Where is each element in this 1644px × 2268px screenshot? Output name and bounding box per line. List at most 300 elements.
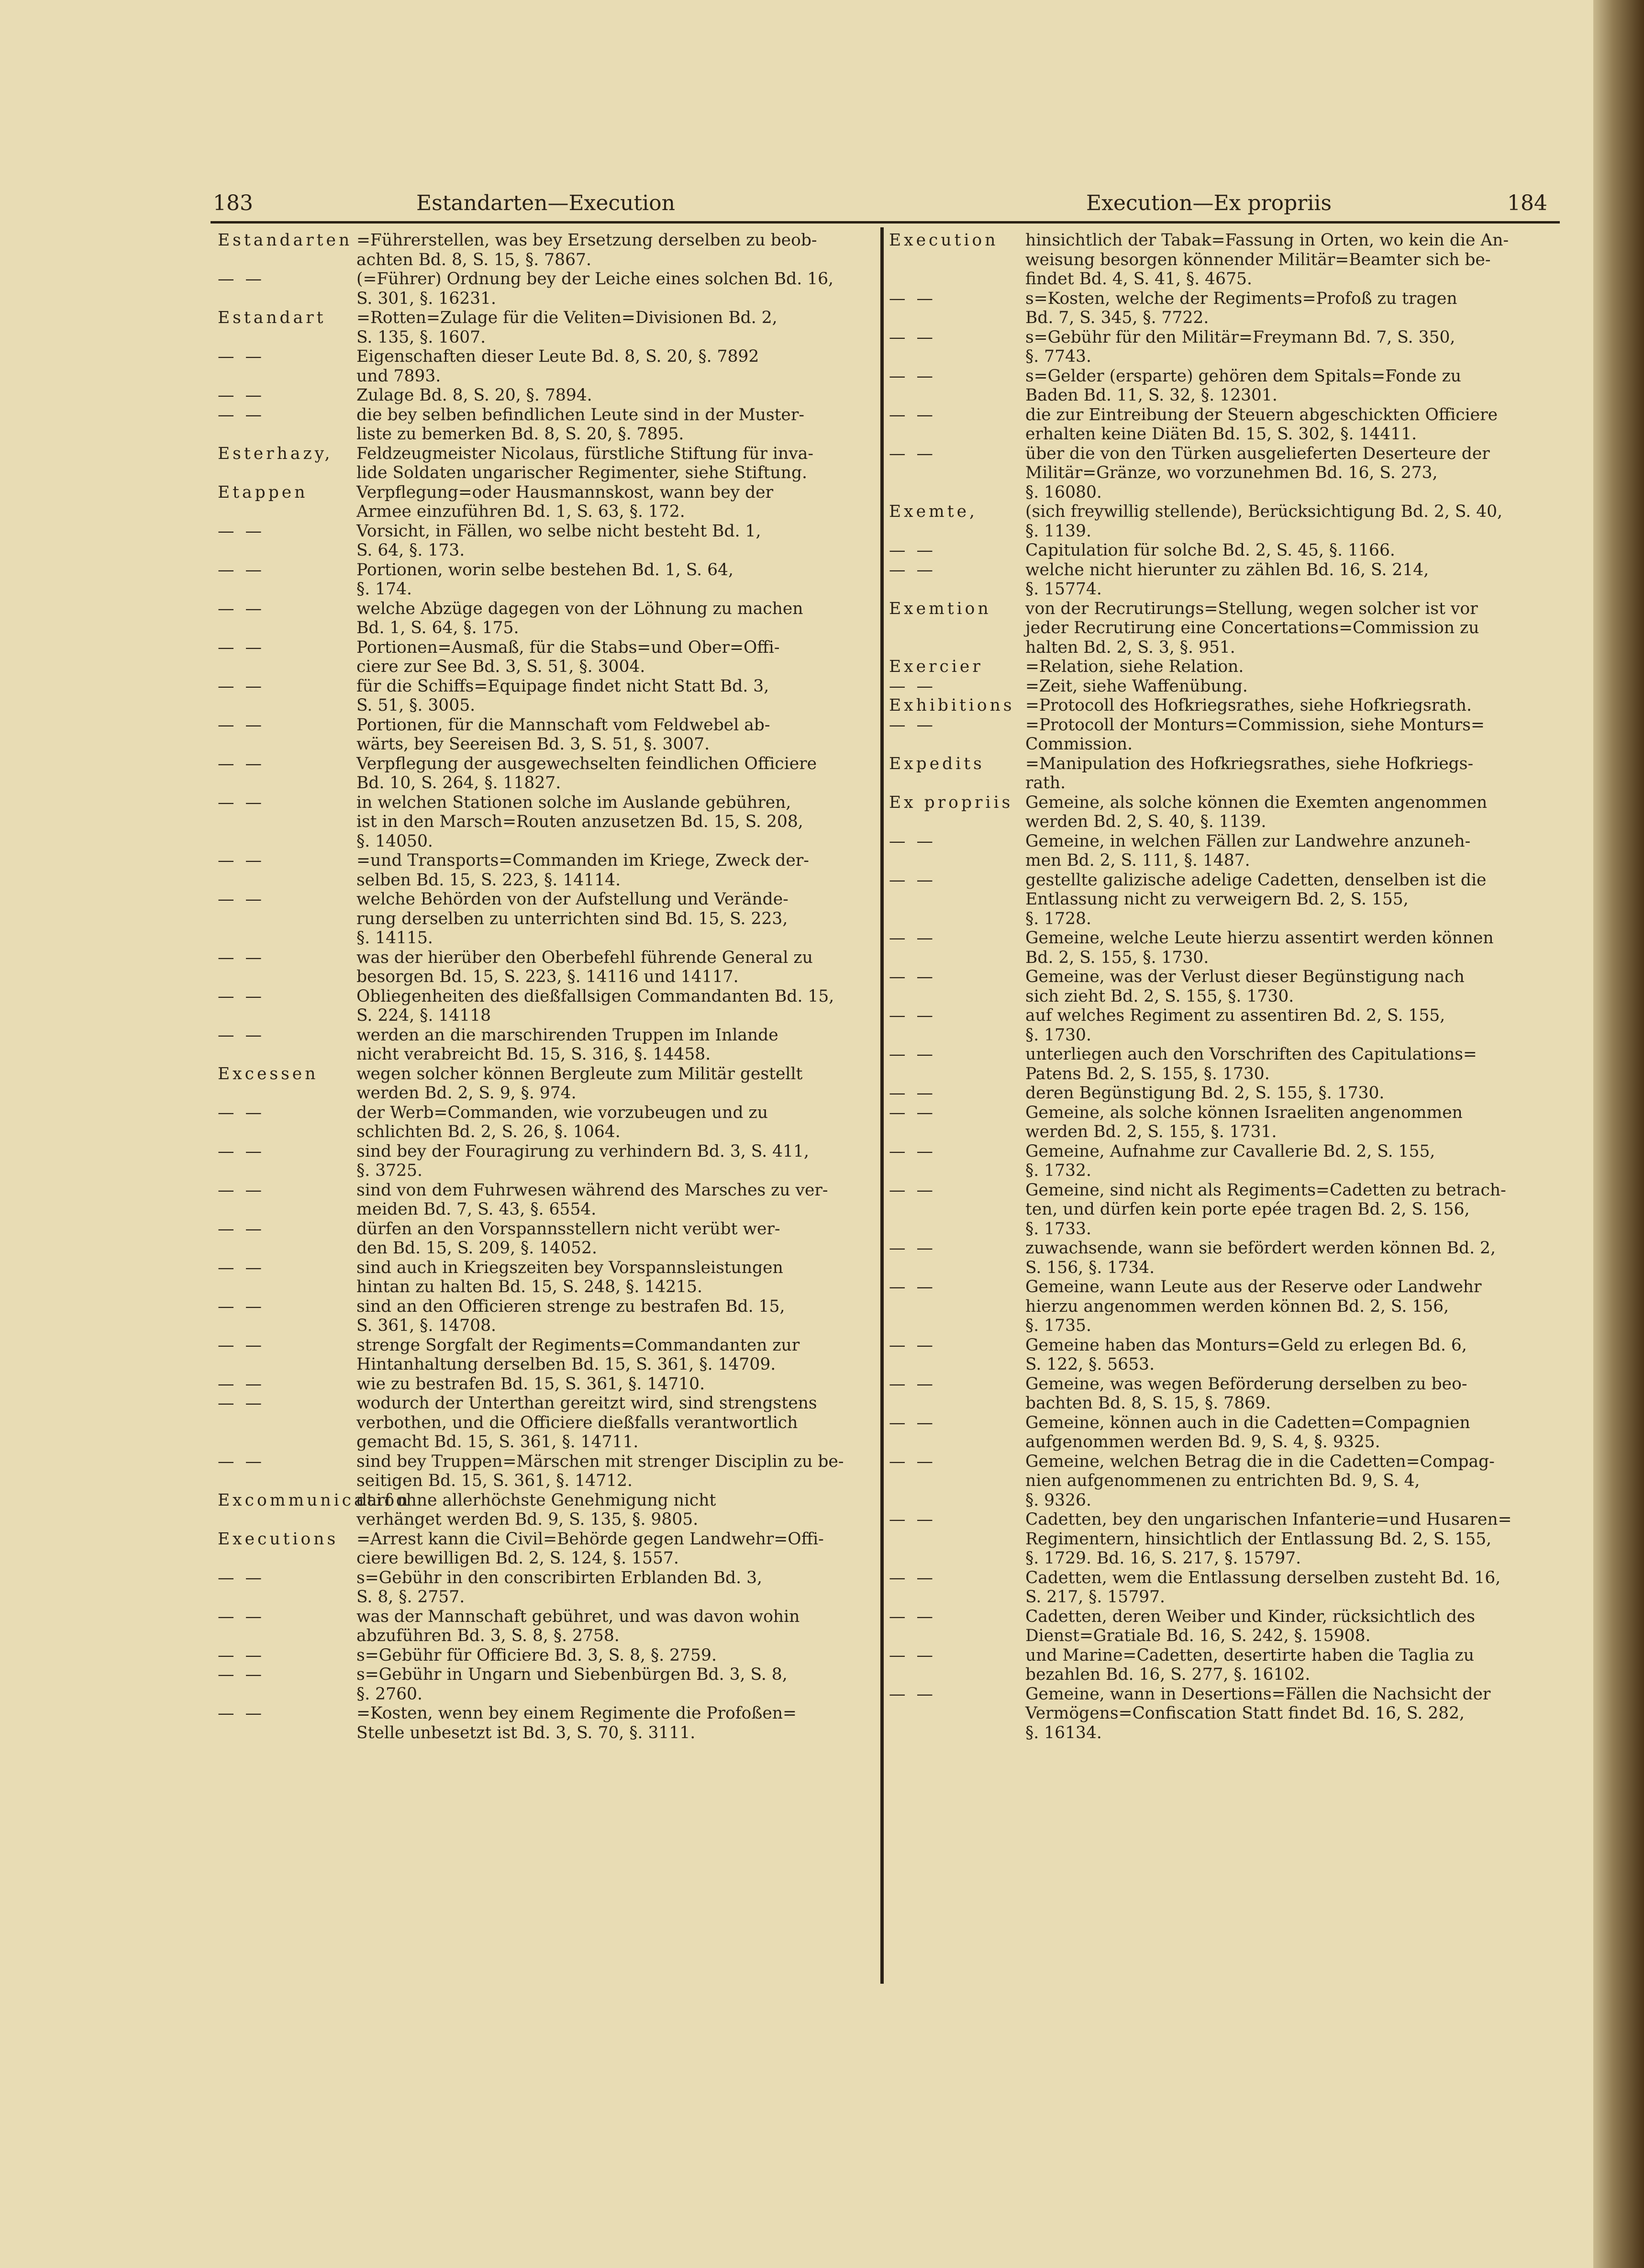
entry-keyword: Exhibitions xyxy=(889,696,1015,715)
entry-keyword: — — xyxy=(218,851,265,870)
entry-line: Cadetten, wem die Entlassung derselben zusteht Bd. 16, xyxy=(1025,1568,1501,1587)
entry-line: s=Gelder (ersparte) gehören dem Spitals=Fonde zu xyxy=(1025,366,1462,386)
entry-keyword: — — xyxy=(218,1645,265,1665)
entry-line: darf ohne allerhöchste Genehmigung nicht xyxy=(356,1490,716,1510)
entry-line: rung derselben zu unterrichten sind Bd. 15, S. 223, xyxy=(356,909,788,928)
entry-line: weisung besorgen könnender Militär=Beamter sich be- xyxy=(1025,250,1491,269)
entry-line: schlichten Bd. 2, S. 26, §. 1064. xyxy=(356,1122,621,1141)
entry-line: den Bd. 15, S. 209, §. 14052. xyxy=(356,1239,597,1258)
entry-line: hintan zu halten Bd. 15, S. 248, §. 14215. xyxy=(356,1277,702,1296)
entry-line: sind von dem Fuhrwesen während des Marsches zu ver- xyxy=(356,1180,828,1200)
entry-keyword: — — xyxy=(218,754,265,773)
entry-line: besorgen Bd. 15, S. 223, §. 14116 und 14117. xyxy=(356,967,739,986)
entry-line: s=Kosten, welche der Regiments=Profoß zu tragen xyxy=(1025,289,1457,308)
index-entry xyxy=(889,541,1559,560)
entry-keyword: — — xyxy=(889,870,936,890)
entry-line: bezahlen Bd. 16, S. 277, §. 16102. xyxy=(1025,1665,1311,1684)
entry-keyword: — — xyxy=(218,715,265,735)
entry-line: Obliegenheiten des dießfallsigen Commandanten Bd. 15, xyxy=(356,986,834,1006)
index-entry xyxy=(218,1607,897,1646)
index-entry xyxy=(889,560,1559,599)
entry-line: Gemeine haben das Monturs=Geld zu erlegen Bd. 6, xyxy=(1025,1335,1467,1355)
index-entry xyxy=(889,1413,1559,1452)
entry-line: Gemeine, welche Leute hierzu assentirt werden können xyxy=(1025,928,1494,948)
entry-line: werden Bd. 2, S. 9, §. 974. xyxy=(356,1084,577,1103)
entry-line: selben Bd. 15, S. 223, §. 14114. xyxy=(356,870,621,890)
index-entry xyxy=(218,677,897,715)
entry-line: welche Behörden von der Aufstellung und Verände- xyxy=(356,890,789,909)
page-number-right: 184 xyxy=(1507,191,1547,215)
entry-line: Cadetten, bey den ungarischen Infanterie=und Husaren= xyxy=(1025,1510,1512,1529)
entry-line: men Bd. 2, S. 111, §. 1487. xyxy=(1025,851,1250,870)
entry-line: s=Gebühr in den conscribirten Erblanden Bd. 3, xyxy=(356,1568,762,1587)
entry-keyword: — — xyxy=(889,1239,936,1258)
entry-line: §. 14115. xyxy=(356,928,433,948)
entry-keyword: — — xyxy=(218,1180,265,1200)
entry-keyword: — — xyxy=(889,1335,936,1355)
index-entry xyxy=(218,1181,897,1219)
entry-line: S. 217, §. 15797. xyxy=(1025,1587,1166,1607)
entry-line: s=Gebühr für Officiere Bd. 3, S. 8, §. 2759. xyxy=(356,1645,717,1665)
entry-line: =Protocoll des Hofkriegsrathes, siehe Hofkriegsrath. xyxy=(1025,696,1472,715)
index-entry xyxy=(889,1084,1559,1103)
entry-keyword: — — xyxy=(889,1045,936,1064)
running-title-left: Estandarten—Execution xyxy=(416,191,675,215)
entry-keyword: — — xyxy=(218,1141,265,1161)
index-entry xyxy=(889,1142,1559,1181)
entry-line: =Arrest kann die Civil=Behörde gegen Landwehr=Offi- xyxy=(356,1529,824,1549)
index-entry xyxy=(218,851,897,890)
index-entry xyxy=(218,1258,897,1297)
entry-line: =Führerstellen, was bey Ersetzung derselben zu beob- xyxy=(356,231,817,250)
entry-line: ist in den Marsch=Routen anzusetzen Bd. 15, S. 208, xyxy=(356,812,803,831)
index-entry xyxy=(889,967,1559,1006)
entry-keyword: — — xyxy=(218,405,265,425)
entry-line: Stelle unbesetzt ist Bd. 3, S. 70, §. 3111. xyxy=(356,1723,696,1743)
entry-keyword: — — xyxy=(889,1684,936,1704)
entry-line: Portionen, worin selbe bestehen Bd. 1, S. 64, xyxy=(356,560,733,580)
index-entry xyxy=(218,269,897,308)
entry-keyword: — — xyxy=(218,948,265,967)
entry-keyword: — — xyxy=(218,1704,265,1723)
entry-keyword: — — xyxy=(889,831,936,851)
entry-line: Gemeine, wann Leute aus der Reserve oder Landwehr xyxy=(1025,1277,1482,1296)
index-entry xyxy=(889,928,1559,967)
index-entry xyxy=(889,657,1559,677)
index-entry xyxy=(889,1374,1559,1413)
entry-keyword: Exemte, xyxy=(889,502,978,521)
entry-line: S. 301, §. 16231. xyxy=(356,289,497,308)
index-entry xyxy=(889,1181,1559,1239)
entry-line: zuwachsende, wann sie befördert werden können Bd. 2, xyxy=(1025,1239,1496,1258)
entry-line: ciere zur See Bd. 3, S. 51, §. 3004. xyxy=(356,657,645,676)
entry-line: lide Soldaten ungarischer Regimenter, siehe Stiftung. xyxy=(356,463,808,482)
entry-line: =Zeit, siehe Waffenübung. xyxy=(1025,676,1248,696)
entry-line: §. 1730. xyxy=(1025,1025,1091,1045)
entry-keyword: — — xyxy=(218,347,265,366)
entry-keyword: — — xyxy=(889,1568,936,1587)
page-number-left: 183 xyxy=(213,191,253,215)
entry-line: bachten Bd. 8, S. 15, §. 7869. xyxy=(1025,1394,1271,1413)
entry-line: verhänget werden Bd. 9, S. 135, §. 9805. xyxy=(356,1510,699,1529)
index-entry xyxy=(889,1006,1559,1045)
entry-keyword: — — xyxy=(218,1665,265,1684)
entry-line: Eigenschaften dieser Leute Bd. 8, S. 20, §. 7892 xyxy=(356,347,759,366)
entry-line: sich zieht Bd. 2, S. 155, §. 1730. xyxy=(1025,986,1294,1006)
entry-line: §. 1732. xyxy=(1025,1161,1091,1180)
entry-keyword: — — xyxy=(889,541,936,560)
entry-keyword: — — xyxy=(889,1006,936,1025)
entry-keyword: — — xyxy=(218,1452,265,1471)
entry-line: Gemeine, als solche können Israeliten angenommen xyxy=(1025,1103,1463,1122)
entry-keyword: — — xyxy=(218,890,265,909)
index-entry xyxy=(218,1394,897,1452)
index-entry xyxy=(218,1646,897,1665)
index-entry xyxy=(889,1568,1559,1607)
entry-keyword: — — xyxy=(218,1568,265,1587)
index-entry xyxy=(218,522,897,560)
index-entry xyxy=(218,1665,897,1704)
entry-line: Vorsicht, in Fällen, wo selbe nicht besteht Bd. 1, xyxy=(356,521,761,541)
entry-line: §. 1735. xyxy=(1025,1316,1091,1335)
entry-line: dürfen an den Vorspannsstellern nicht verübt wer- xyxy=(356,1219,780,1239)
entry-line: die bey selben befindlichen Leute sind in der Muster- xyxy=(356,405,804,425)
entry-line: nicht verabreicht Bd. 15, S. 316, §. 14458. xyxy=(356,1045,711,1064)
entry-keyword: — — xyxy=(218,386,265,405)
entry-line: §. 1139. xyxy=(1025,521,1091,541)
index-entry xyxy=(218,1452,897,1491)
index-entry xyxy=(889,502,1559,541)
entry-keyword: Exercier xyxy=(889,657,983,676)
index-entry xyxy=(218,948,897,987)
index-entry xyxy=(889,696,1559,715)
entry-line: sind auch in Kriegszeiten bey Vorspannsleistungen xyxy=(356,1258,783,1277)
index-entry xyxy=(889,405,1559,444)
entry-line: =Protocoll der Monturs=Commission, siehe Monturs= xyxy=(1025,715,1485,735)
entry-line: §. 9326. xyxy=(1025,1490,1091,1510)
index-entry xyxy=(889,599,1559,658)
entry-line: erhalten keine Diäten Bd. 15, S. 302, §. 14411. xyxy=(1025,425,1417,444)
entry-line: S. 122, §. 5653. xyxy=(1025,1355,1155,1374)
entry-keyword: — — xyxy=(218,1335,265,1355)
index-entry xyxy=(889,1239,1559,1277)
entry-line: sind bey der Fouragirung zu verhindern Bd. 3, S. 411, xyxy=(356,1141,809,1161)
entry-line: =Relation, siehe Relation. xyxy=(1025,657,1244,676)
entry-line: =Manipulation des Hofkriegsrathes, siehe Hofkriegs- xyxy=(1025,754,1474,773)
entry-line: §. 1729. Bd. 16, S. 217, §. 15797. xyxy=(1025,1549,1301,1568)
index-entry xyxy=(218,308,897,347)
entry-keyword: — — xyxy=(218,676,265,696)
entry-line: S. 51, §. 3005. xyxy=(356,696,476,715)
entry-keyword: — — xyxy=(889,1180,936,1200)
entry-line: §. 15774. xyxy=(1025,580,1102,599)
right-column xyxy=(889,231,1559,1743)
entry-line: halten Bd. 2, S. 3, §. 951. xyxy=(1025,637,1235,657)
entry-keyword: — — xyxy=(218,793,265,812)
entry-line: =Kosten, wenn bey einem Regimente die Profoßen= xyxy=(356,1704,797,1723)
entry-line: §. 3725. xyxy=(356,1161,422,1180)
entry-line: in welchen Stationen solche im Auslande gebühren, xyxy=(356,793,791,812)
index-entry xyxy=(889,715,1559,754)
entry-line: Militär=Gränze, wo vorzunehmen Bd. 16, S. 273, xyxy=(1025,463,1438,482)
index-entry xyxy=(218,1568,897,1607)
index-entry xyxy=(218,1103,897,1142)
entry-line: S. 224, §. 14118 xyxy=(356,1006,491,1025)
entry-line: (=Führer) Ordnung bey der Leiche eines solchen Bd. 16, xyxy=(356,269,833,289)
entry-line: §. 16134. xyxy=(1025,1723,1102,1743)
entry-line: Hintanhaltung derselben Bd. 15, S. 361, §. 14709. xyxy=(356,1355,776,1374)
entry-line: s=Gebühr für den Militär=Freymann Bd. 7, S. 350, xyxy=(1025,327,1455,347)
entry-line: S. 135, §. 1607. xyxy=(356,327,486,347)
entry-keyword: Excommunication xyxy=(218,1490,411,1510)
entry-line: was der hierüber den Oberbefehl führende General zu xyxy=(356,948,813,967)
entry-line: Zulage Bd. 8, S. 20, §. 7894. xyxy=(356,386,592,405)
entry-line: was der Mannschaft gebühret, und was davon wohin xyxy=(356,1607,800,1626)
index-entry xyxy=(889,871,1559,929)
entry-line: wie zu bestrafen Bd. 15, S. 361, §. 14710. xyxy=(356,1374,705,1394)
entry-line: Portionen, für die Mannschaft vom Feldwebel ab- xyxy=(356,715,770,735)
entry-line: sind an den Officieren strenge zu bestrafen Bd. 15, xyxy=(356,1296,785,1316)
entry-line: Verpflegung=oder Hausmannskost, wann bey der xyxy=(356,482,774,502)
entry-keyword: — — xyxy=(889,1510,936,1529)
entry-keyword: — — xyxy=(218,269,265,289)
entry-line: aufgenommen werden Bd. 9, S. 4, §. 9325. xyxy=(1025,1432,1380,1452)
entry-keyword: Expedits xyxy=(889,754,985,773)
entry-line: §. 1728. xyxy=(1025,909,1091,928)
entry-line: Feldzeugmeister Nicolaus, fürstliche Stiftung für inva- xyxy=(356,444,813,463)
entry-line: nien aufgenommenen zu entrichten Bd. 9, S. 4, xyxy=(1025,1471,1420,1490)
entry-line: §. 2760. xyxy=(356,1684,422,1704)
entry-keyword: Esterhazy, xyxy=(218,444,333,463)
entry-line: Gemeine, in welchen Fällen zur Landwehre anzuneh- xyxy=(1025,831,1471,851)
entry-line: hierzu angenommen werden können Bd. 2, S. 156, xyxy=(1025,1296,1449,1316)
entry-line: unterliegen auch den Vorschriften des Capitulations= xyxy=(1025,1045,1477,1064)
index-entry xyxy=(889,754,1559,793)
entry-line: meiden Bd. 7, S. 43, §. 6554. xyxy=(356,1200,597,1219)
entry-keyword: — — xyxy=(218,1025,265,1045)
entry-keyword: — — xyxy=(889,1374,936,1394)
entry-keyword: Etappen xyxy=(218,482,308,502)
entry-line: verbothen, und die Officiere dießfalls verantwortlich xyxy=(356,1413,798,1432)
entry-keyword: — — xyxy=(889,444,936,463)
entry-line: Patens Bd. 2, S. 155, §. 1730. xyxy=(1025,1064,1270,1084)
entry-line: welche Abzüge dagegen von der Löhnung zu machen xyxy=(356,599,803,618)
entry-line: s=Gebühr in Ungarn und Siebenbürgen Bd. 3, S. 8, xyxy=(356,1665,788,1684)
index-entry xyxy=(889,1452,1559,1510)
index-entry xyxy=(218,754,897,793)
entry-line: gemacht Bd. 15, S. 361, §. 14711. xyxy=(356,1432,639,1452)
entry-line: gestellte galizische adelige Cadetten, denselben ist die xyxy=(1025,870,1487,890)
index-entry xyxy=(218,1336,897,1374)
entry-keyword: — — xyxy=(218,1374,265,1394)
entry-line: Baden Bd. 11, S. 32, §. 12301. xyxy=(1025,386,1277,405)
index-entry xyxy=(889,1646,1559,1685)
entry-keyword: — — xyxy=(218,986,265,1006)
entry-line: Verpflegung der ausgewechselten feindlichen Officiere xyxy=(356,754,817,773)
entry-keyword: — — xyxy=(889,967,936,986)
entry-keyword: — — xyxy=(889,405,936,425)
index-entry xyxy=(218,890,897,948)
entry-keyword: — — xyxy=(889,1141,936,1161)
entry-line: Gemeine, als solche können die Exemten angenommen xyxy=(1025,793,1488,812)
index-entry xyxy=(218,405,897,444)
entry-keyword: Estandart xyxy=(218,308,326,327)
entry-keyword: — — xyxy=(889,327,936,347)
entry-keyword: — — xyxy=(889,676,936,696)
entry-line: rath. xyxy=(1025,773,1066,793)
index-entry xyxy=(218,231,897,269)
entry-line: Gemeine, Aufnahme zur Cavallerie Bd. 2, S. 155, xyxy=(1025,1141,1435,1161)
index-entry xyxy=(889,832,1559,871)
entry-line: hinsichtlich der Tabak=Fassung in Orten, wo kein die An- xyxy=(1025,231,1509,250)
index-entry xyxy=(218,1064,897,1103)
entry-line: Bd. 1, S. 64, §. 175. xyxy=(356,618,519,637)
entry-line: Portionen=Ausmaß, für die Stabs=und Ober=Offi- xyxy=(356,637,780,657)
index-entry xyxy=(889,793,1559,832)
index-entry xyxy=(889,1607,1559,1646)
index-entry xyxy=(889,1103,1559,1142)
index-entry xyxy=(218,386,897,405)
entry-line: abzuführen Bd. 3, S. 8, §. 2758. xyxy=(356,1626,620,1645)
index-entry xyxy=(889,1685,1559,1743)
index-entry xyxy=(889,289,1559,328)
index-entry xyxy=(889,1045,1559,1084)
entry-line: die zur Eintreibung der Steuern abgeschickten Officiere xyxy=(1025,405,1498,425)
entry-line: S. 361, §. 14708. xyxy=(356,1316,497,1335)
index-entry xyxy=(889,1510,1559,1568)
entry-keyword: — — xyxy=(889,560,936,580)
entry-line: Gemeine, was der Verlust dieser Begünstigung nach xyxy=(1025,967,1465,986)
entry-line: S. 8, §. 2757. xyxy=(356,1587,465,1607)
index-entry xyxy=(889,367,1559,405)
index-entry xyxy=(218,1297,897,1336)
entry-line: achten Bd. 8, S. 15, §. 7867. xyxy=(356,250,591,269)
entry-keyword: — — xyxy=(218,1394,265,1413)
entry-keyword: — — xyxy=(218,599,265,618)
index-entry xyxy=(889,444,1559,503)
entry-keyword: — — xyxy=(889,1645,936,1665)
entry-keyword: — — xyxy=(218,521,265,541)
entry-keyword: Estandarten xyxy=(218,231,353,250)
index-entry xyxy=(218,1530,897,1568)
index-entry xyxy=(218,1374,897,1394)
entry-line: wärts, bey Seereisen Bd. 3, S. 51, §. 3007. xyxy=(356,735,710,754)
entry-keyword: — — xyxy=(218,560,265,580)
index-entry xyxy=(218,599,897,638)
entry-line: Gemeine, was wegen Beförderung derselben zu beo- xyxy=(1025,1374,1467,1394)
entry-line: welche nicht hierunter zu zählen Bd. 16, S. 214, xyxy=(1025,560,1429,580)
entry-line: über die von den Türken ausgelieferten Deserteure der xyxy=(1025,444,1490,463)
entry-line: Entlassung nicht zu verweigern Bd. 2, S. 155, xyxy=(1025,890,1409,909)
index-entry xyxy=(218,1026,897,1064)
entry-line: liste zu bemerken Bd. 8, S. 20, §. 7895. xyxy=(356,425,684,444)
index-entry xyxy=(218,1491,897,1530)
index-entry xyxy=(218,1142,897,1181)
entry-line: Gemeine, wann in Desertions=Fällen die Nachsicht der xyxy=(1025,1684,1491,1704)
entry-keyword: Exemtion xyxy=(889,599,991,618)
index-entry xyxy=(889,328,1559,367)
entry-line: jeder Recrutirung eine Concertations=Commission zu xyxy=(1025,618,1479,637)
entry-keyword: — — xyxy=(218,1258,265,1277)
entry-keyword: — — xyxy=(889,1452,936,1471)
entry-keyword: — — xyxy=(889,1084,936,1103)
entry-keyword: Ex propriis xyxy=(889,793,1013,812)
entry-line: Dienst=Gratiale Bd. 16, S. 242, §. 15908. xyxy=(1025,1626,1371,1645)
entry-keyword: — — xyxy=(218,1219,265,1239)
entry-line: (sich freywillig stellende), Berücksichtigung Bd. 2, S. 40, xyxy=(1025,502,1503,521)
entry-line: deren Begünstigung Bd. 2, S. 155, §. 1730. xyxy=(1025,1084,1385,1103)
entry-line: §. 7743. xyxy=(1025,347,1091,366)
entry-line: §. 1733. xyxy=(1025,1219,1091,1239)
entry-line: Bd. 10, S. 264, §. 11827. xyxy=(356,773,561,793)
index-entry xyxy=(218,638,897,677)
entry-line: Regimentern, hinsichtlich der Entlassung Bd. 2, S. 155, xyxy=(1025,1529,1492,1549)
entry-line: werden Bd. 2, S. 155, §. 1731. xyxy=(1025,1122,1277,1141)
entry-line: sind bey Truppen=Märschen mit strenger Disciplin zu be- xyxy=(356,1452,844,1471)
entry-line: für die Schiffs=Equipage findet nicht Statt Bd. 3, xyxy=(356,676,769,696)
entry-line: Cadetten, deren Weiber und Kinder, rücksichtlich des xyxy=(1025,1607,1475,1626)
entry-line: der Werb=Commanden, wie vorzubeugen und zu xyxy=(356,1103,768,1122)
entry-line: ten, und dürfen kein porte epée tragen Bd. 2, S. 156, xyxy=(1025,1200,1470,1219)
index-entry xyxy=(218,1704,897,1743)
header-rule xyxy=(211,221,1560,223)
entry-line: werden Bd. 2, S. 40, §. 1139. xyxy=(1025,812,1266,831)
entry-keyword: — — xyxy=(218,1607,265,1626)
index-entry xyxy=(218,444,897,483)
index-entry xyxy=(889,1277,1559,1336)
entry-keyword: — — xyxy=(218,637,265,657)
entry-line: wegen solcher können Bergleute zum Militär gestellt xyxy=(356,1064,803,1084)
left-column xyxy=(218,231,897,1743)
entry-line: Armee einzuführen Bd. 1, S. 63, §. 172. xyxy=(356,502,685,521)
entry-line: Capitulation für solche Bd. 2, S. 45, §. 1166. xyxy=(1025,541,1395,560)
running-title-right: Execution—Ex propriis xyxy=(1086,191,1332,215)
entry-line: und 7893. xyxy=(356,366,441,386)
entry-keyword: Excessen xyxy=(218,1064,319,1084)
entry-line: wodurch der Unterthan gereitzt wird, sind strengstens xyxy=(356,1394,817,1413)
entry-line: §. 14050. xyxy=(356,831,433,851)
entry-keyword: — — xyxy=(889,289,936,308)
entry-line: Gemeine, welchen Betrag die in die Cadetten=Compag- xyxy=(1025,1452,1495,1471)
index-entry xyxy=(218,483,897,522)
entry-line: auf welches Regiment zu assentiren Bd. 2, S. 155, xyxy=(1025,1006,1445,1025)
entry-line: findet Bd. 4, S. 41, §. 4675. xyxy=(1025,269,1252,289)
entry-line: Vermögens=Confiscation Statt findet Bd. 16, S. 282, xyxy=(1025,1704,1465,1723)
entry-line: Gemeine, können auch in die Cadetten=Compagnien xyxy=(1025,1413,1470,1432)
entry-line: Commission. xyxy=(1025,735,1133,754)
entry-line: Bd. 7, S. 345, §. 7722. xyxy=(1025,308,1209,327)
index-entry xyxy=(218,793,897,851)
entry-keyword: — — xyxy=(889,715,936,735)
entry-keyword: — — xyxy=(889,1277,936,1296)
entry-line: Gemeine, sind nicht als Regiments=Cadetten zu betrach- xyxy=(1025,1180,1506,1200)
entry-line: und Marine=Cadetten, desertirte haben die Taglia zu xyxy=(1025,1645,1474,1665)
entry-keyword: — — xyxy=(889,928,936,948)
index-entry xyxy=(218,715,897,754)
book-gutter xyxy=(1593,0,1644,2268)
entry-keyword: — — xyxy=(889,1103,936,1122)
entry-line: ciere bewilligen Bd. 2, S. 124, §. 1557. xyxy=(356,1549,679,1568)
entry-keyword: — — xyxy=(889,1413,936,1432)
index-entry xyxy=(218,1219,897,1258)
entry-line: §. 16080. xyxy=(1025,482,1102,502)
entry-line: §. 174. xyxy=(356,580,412,599)
index-entry xyxy=(218,560,897,599)
entry-line: S. 156, §. 1734. xyxy=(1025,1258,1155,1277)
entry-line: =und Transports=Commanden im Kriege, Zweck der- xyxy=(356,851,809,870)
entry-keyword: — — xyxy=(889,1607,936,1626)
index-entry xyxy=(218,987,897,1026)
